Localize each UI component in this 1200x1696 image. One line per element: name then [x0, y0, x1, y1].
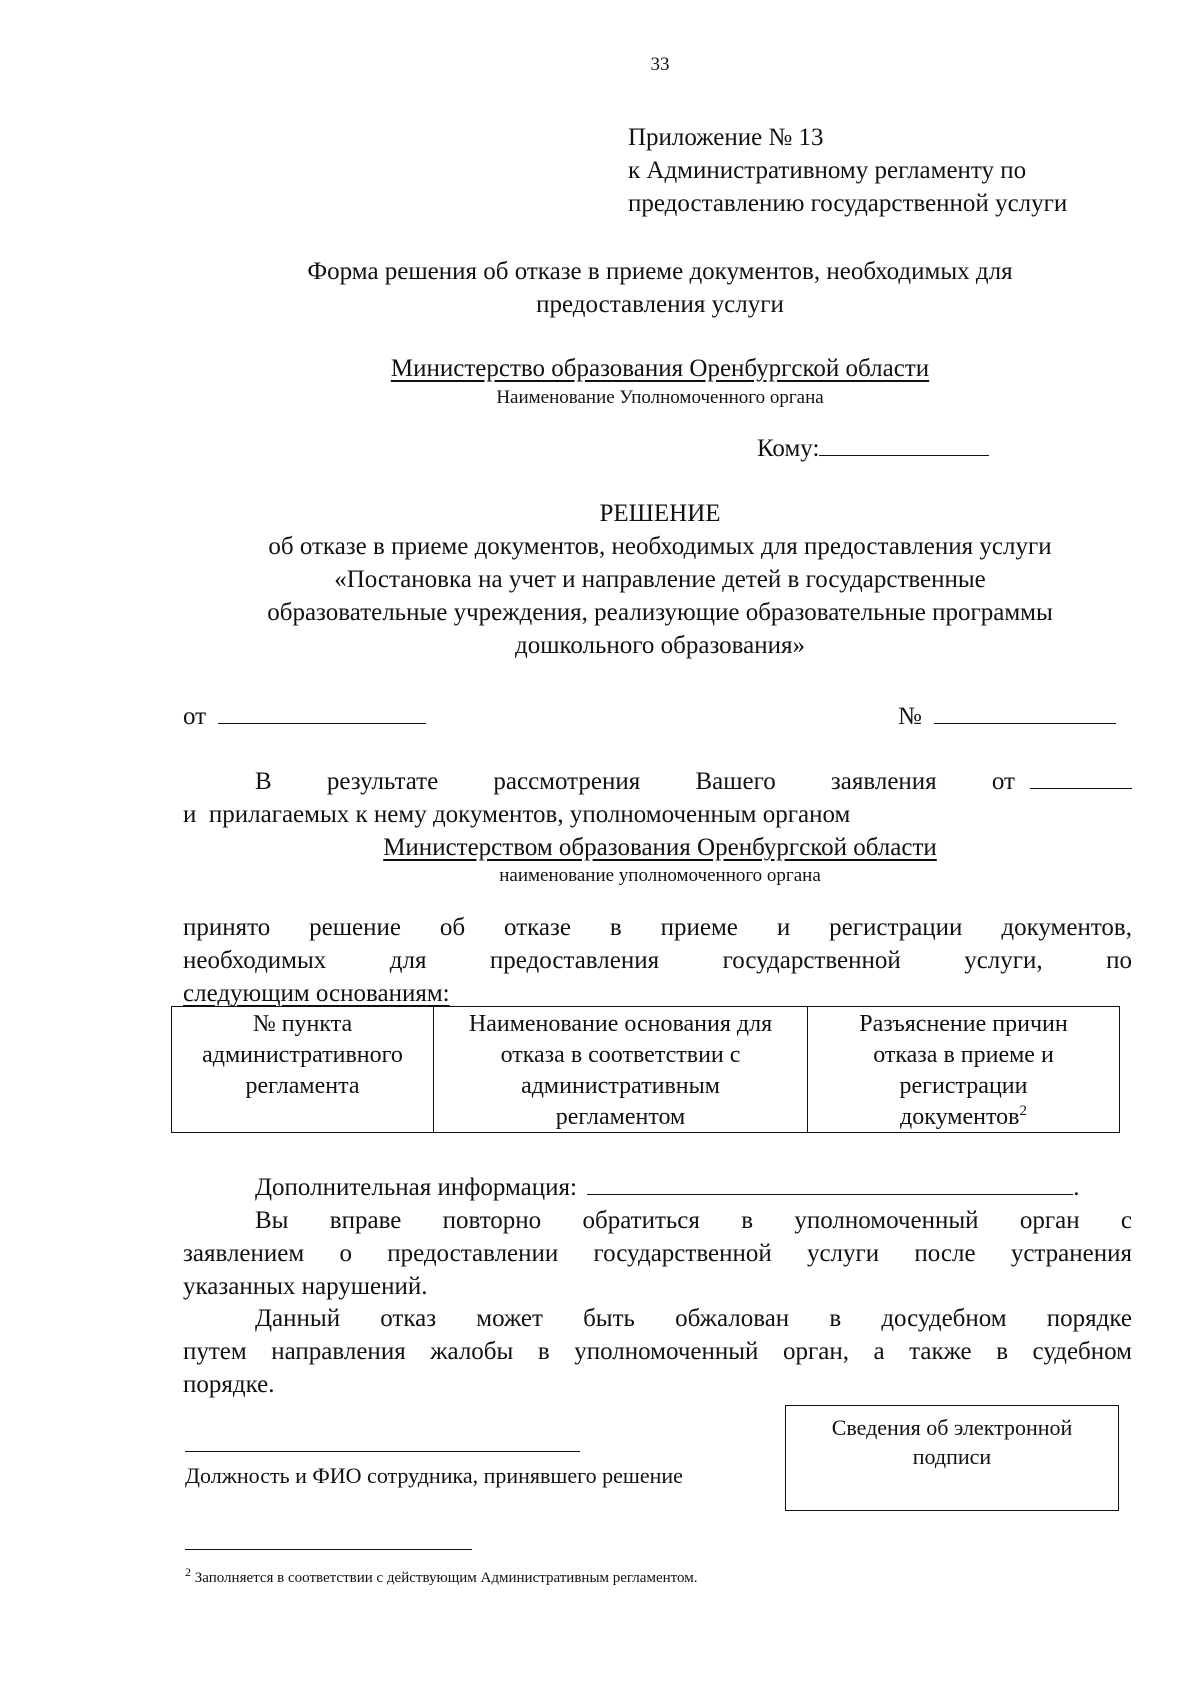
authority-instr-caption: наименование уполномоченного органа — [499, 865, 821, 886]
header-text: регистрации — [899, 1073, 1028, 1099]
paragraph-line: Вы вправе повторно обратиться в уполномоченный орган с — [255, 1207, 1132, 1234]
paragraph-repeat — [183, 1204, 1132, 1303]
header-text: № пункта — [252, 1011, 353, 1037]
table-header-cell — [172, 1007, 434, 1132]
table-header-cell — [808, 1007, 1119, 1132]
page-number: 33 — [650, 54, 670, 75]
header-text: регламента — [245, 1073, 360, 1099]
paragraph-line: путем направления жалобы в уполномоченный орган, а также в судебном — [183, 1338, 1132, 1365]
paragraph-line: Данный отказ может быть обжалован в досудебном порядке — [255, 1305, 1132, 1332]
esign-line: подписи — [912, 1444, 992, 1469]
header-text: регламентом — [555, 1104, 686, 1130]
footnote — [185, 1565, 698, 1588]
header-text-part: документов — [900, 1104, 1020, 1130]
p1-word: Вашего — [695, 768, 776, 795]
decision-line: «Постановка на учет и направление детей в государственные — [334, 566, 986, 593]
recipient-field — [757, 432, 989, 465]
p2-line: следующим основаниям: — [183, 980, 450, 1007]
paragraph-line: заявлением о предоставлении государственной услуги после устранения — [183, 1240, 1132, 1267]
p2-line: принято решение об отказе в приеме и регистрации документов, — [183, 914, 1132, 941]
paragraph-line: порядке. — [183, 1371, 275, 1398]
header-text: отказа в приеме и — [873, 1042, 1054, 1068]
p1-word: рассмотрения — [493, 768, 641, 795]
signature-caption: Должность и ФИО сотрудника, принявшего решение — [185, 1463, 683, 1488]
recipient-label: Кому: — [757, 435, 820, 462]
header-text: отказа в соответствии с — [500, 1042, 741, 1068]
p1-word: от — [991, 768, 1015, 795]
authority-instr-block — [140, 831, 1180, 888]
decision-line: дошкольного образования» — [514, 632, 806, 659]
number-field — [898, 700, 1116, 733]
p1-line2: и прилагаемых к нему документов, уполномоченным органом — [183, 801, 851, 828]
header-text: Разъяснение причин — [859, 1011, 1068, 1037]
appendix-line: предоставлению государственной услуги — [628, 190, 1068, 217]
number-blank[interactable] — [934, 723, 1116, 724]
additional-info-label: Дополнительная информация: — [255, 1174, 577, 1201]
additional-info-field — [255, 1171, 1080, 1204]
decision-line: образовательные учреждения, реализующие образовательные программы — [267, 599, 1053, 626]
authority-instr-name: Министерством образования Оренбургской области — [383, 834, 937, 861]
header-text: административным — [521, 1073, 720, 1099]
p1-word: заявления — [830, 768, 937, 795]
date-label: от — [183, 703, 207, 730]
number-label: № — [898, 703, 922, 730]
application-date-field — [1030, 765, 1132, 798]
p2 — [183, 911, 1132, 1010]
p1-line1 — [255, 765, 1015, 798]
header-text: Наименование основания для — [468, 1011, 773, 1037]
form-title-line: предоставления услуги — [536, 291, 784, 318]
recipient-blank[interactable] — [819, 455, 989, 456]
footnote-divider — [185, 1549, 472, 1550]
table-header-cell — [434, 1007, 808, 1132]
appendix-title: Приложение № 13 — [628, 124, 824, 151]
additional-info-end: . — [1073, 1174, 1080, 1201]
date-field — [183, 700, 426, 733]
form-title — [140, 255, 1180, 321]
p1-word: результате — [326, 768, 439, 795]
decision-block — [140, 497, 1180, 662]
authority-block — [140, 352, 1180, 410]
footnote-mark: 2 — [185, 1565, 191, 1579]
footnote-ref: 2 — [1019, 1103, 1027, 1119]
application-date-blank[interactable] — [1030, 788, 1132, 789]
authority-name: Министерство образования Оренбургской области — [390, 355, 930, 382]
esign-line: Сведения об электронной — [831, 1415, 1073, 1440]
decision-heading: РЕШЕНИЕ — [599, 500, 721, 527]
authority-caption: Наименование Уполномоченного органа — [496, 387, 824, 408]
paragraph-line: указанных нарушений. — [183, 1273, 428, 1300]
footnote-text: Заполняется в соответствии с действующим Административным регламентом. — [194, 1570, 698, 1586]
form-title-line: Форма решения об отказе в приеме документов, необходимых для — [307, 258, 1013, 285]
date-blank[interactable] — [218, 723, 426, 724]
header-text — [808, 1102, 1119, 1133]
esign-box — [785, 1405, 1119, 1511]
appendix-block — [628, 121, 1067, 220]
header-text: административного — [202, 1042, 403, 1068]
paragraph-appeal — [183, 1302, 1132, 1401]
appendix-line: к Административному регламенту по — [628, 157, 1027, 184]
p1-word: В — [255, 768, 272, 795]
p2-line: необходимых для предоставления государственной услуги, по — [183, 947, 1132, 974]
grounds-table — [171, 1006, 1120, 1133]
signature-line[interactable] — [185, 1451, 580, 1452]
additional-info-blank[interactable] — [587, 1194, 1073, 1195]
decision-line: об отказе в приеме документов, необходимых для предоставления услуги — [268, 533, 1052, 560]
